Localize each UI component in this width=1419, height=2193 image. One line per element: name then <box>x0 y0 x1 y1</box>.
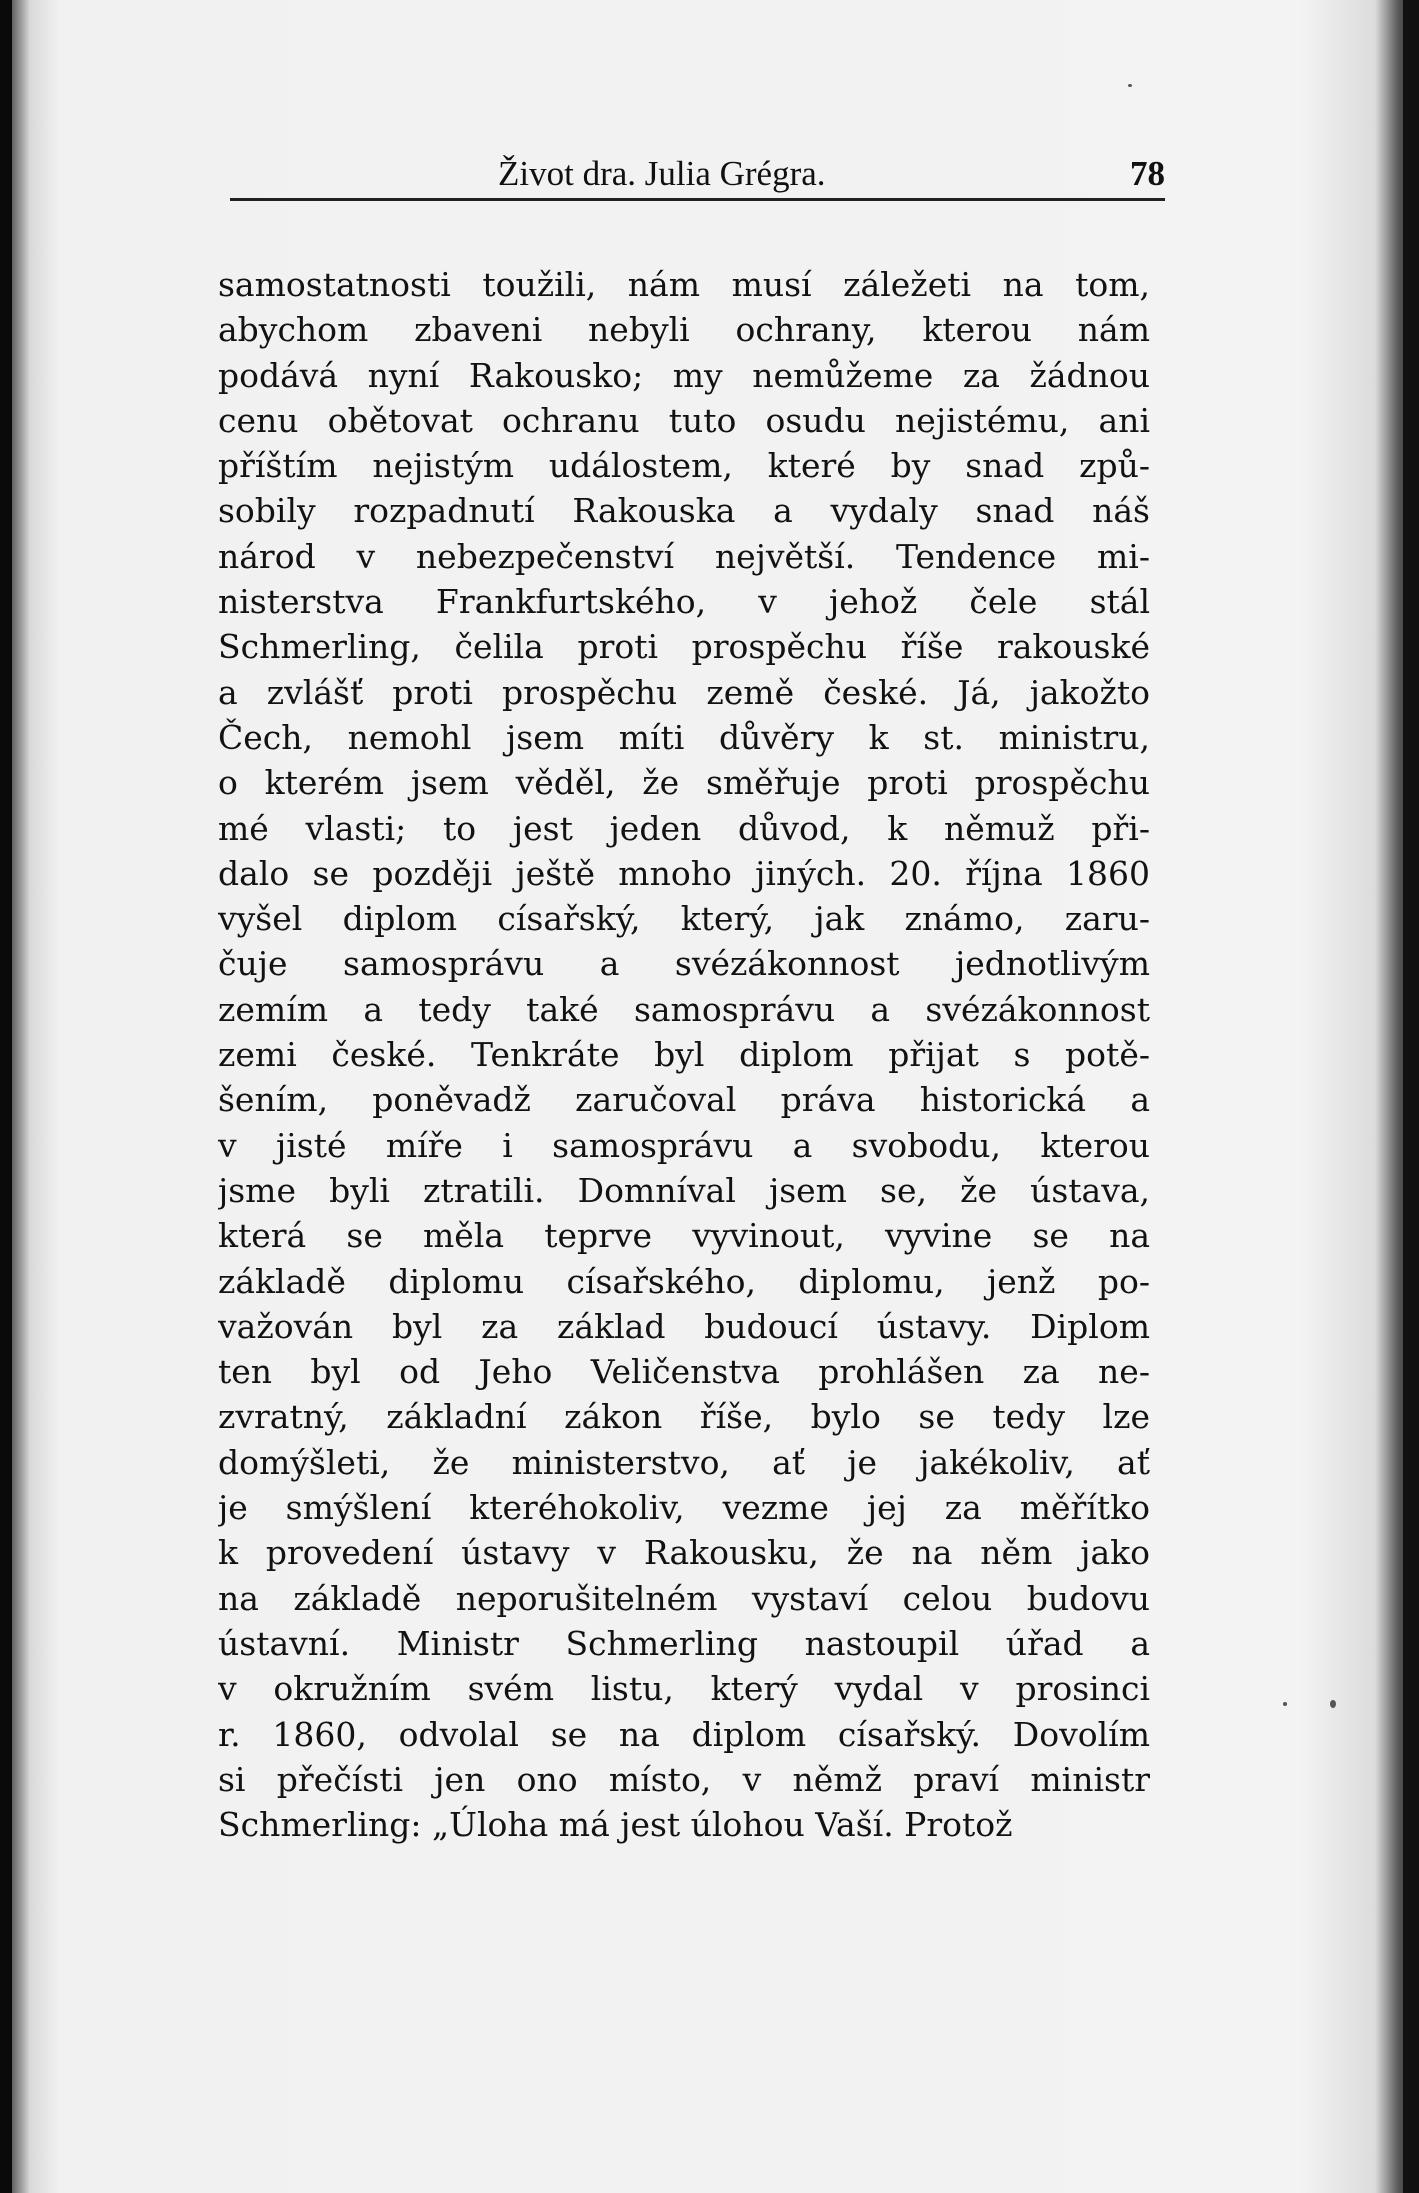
text-line: zemím a tedy také samosprávu a svézákonnost <box>218 989 1150 1029</box>
text-line: k provedení ústavy v Rakousku, že na něm jako <box>218 1533 1150 1573</box>
text-line: jsme byli ztratili. Domníval jsem se, že ústava, <box>218 1170 1150 1210</box>
text-line: cenu obětovat ochranu tuto osudu nejistému, ani <box>218 400 1150 440</box>
text-line: mé vlasti; to jest jeden důvod, k němuž při- <box>218 808 1150 848</box>
text-line: podává nyní Rakousko; my nemůžeme za žádnou <box>218 355 1150 395</box>
text-line: šením, poněvadž zaručoval práva historická a <box>218 1080 1150 1120</box>
text-line: Čech, nemohl jsem míti důvěry k st. ministru, <box>218 717 1150 757</box>
text-line: važován byl za základ budoucí ústavy. Diplom <box>218 1306 1150 1346</box>
page-header <box>230 152 1165 201</box>
text-line: o kterém jsem věděl, že směřuje proti prospěchu <box>218 763 1150 803</box>
text-line: čuje samosprávu a svézákonnost jednotlivým <box>218 944 1150 984</box>
text-line: zemi české. Tenkráte byl diplom přijat s potě- <box>218 1035 1150 1075</box>
scan-right-edge <box>1403 0 1419 2193</box>
text-line: příštím nejistým událostem, které by snad způ- <box>218 446 1150 486</box>
running-title: Život dra. Julia Grégra. <box>498 154 826 193</box>
text-line: dalo se později ještě mnoho jiných. 20. října 1860 <box>218 853 1150 893</box>
text-line: domýšleti, že ministerstvo, ať je jakékoliv, ať <box>218 1442 1150 1482</box>
text-line: v okružním svém listu, který vydal v prosinci <box>218 1669 1150 1709</box>
body-text <box>218 262 1150 1847</box>
scan-left-edge <box>0 0 12 2193</box>
scan-speck <box>1128 84 1132 87</box>
text-line: r. 1860, odvolal se na diplom císařský. Dovolím <box>218 1714 1150 1754</box>
text-line: národ v nebezpečenství největší. Tendence mi- <box>218 536 1150 576</box>
text-line: nisterstva Frankfurtského, v jehož čele stál <box>218 582 1150 622</box>
text-line: je smýšlení kteréhokoliv, vezme jej za měřítko <box>218 1488 1150 1528</box>
text-line: Schmerling, čelila proti prospěchu říše rakouské <box>218 627 1150 667</box>
text-line: v jisté míře i samosprávu a svobodu, kterou <box>218 1125 1150 1165</box>
text-line: Schmerling: „Úloha má jest úlohou Vaší. Protož <box>218 1805 1013 1845</box>
text-line: sobily rozpadnutí Rakouska a vydaly snad náš <box>218 491 1150 531</box>
text-line: základě diplomu císařského, diplomu, jenž po- <box>218 1261 1150 1301</box>
text-line: si přečísti jen ono místo, v němž praví ministr <box>218 1759 1150 1799</box>
text-line: zvratný, základní zákon říše, bylo se tedy lze <box>218 1397 1150 1437</box>
text-line: abychom zbaveni nebyli ochrany, kterou nám <box>218 310 1150 350</box>
text-line: ústavní. Ministr Schmerling nastoupil úřad a <box>218 1623 1150 1663</box>
text-line: která se měla teprve vyvinout, vyvine se na <box>218 1216 1150 1256</box>
text-line: vyšel diplom císařský, který, jak známo, zaru- <box>218 899 1150 939</box>
text-line: ten byl od Jeho Veličenstva prohlášen za ne- <box>218 1352 1150 1392</box>
text-line: samostatnosti toužili, nám musí záležeti na tom, <box>218 265 1150 304</box>
page-number: 78 <box>1130 154 1165 193</box>
text-line: a zvlášť proti prospěchu země české. Já, jakožto <box>218 672 1150 712</box>
scan-speck <box>1330 1700 1336 1708</box>
text-line: na základě neporušitelném vystaví celou budovu <box>218 1578 1150 1618</box>
scan-speck <box>1283 1702 1287 1706</box>
